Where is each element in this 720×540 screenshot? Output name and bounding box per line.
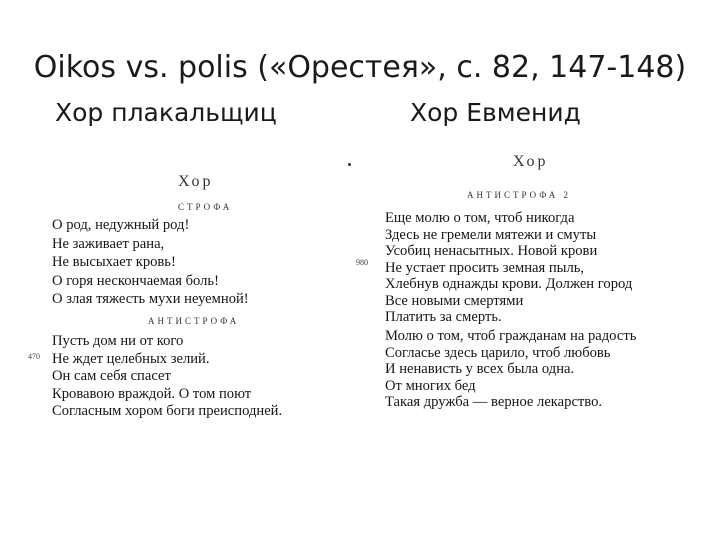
verse-line: О род, недужный род!: [52, 217, 190, 233]
verse-line: О горя нескончаемая боль!: [52, 272, 219, 289]
slide-title: Oikos vs. polis («Орестея», с. 82, 147-148): [33, 50, 687, 85]
scan-speck: [348, 163, 351, 166]
strophe-label: СТРОФА: [178, 202, 233, 212]
verse-line: И ненависть у всех была одна.: [385, 361, 575, 377]
verse-line: Платить за смерть.: [385, 309, 502, 325]
right-choir-heading: Хор: [513, 153, 549, 170]
verse-line: Согласье здесь царило, чтоб любовь: [385, 344, 611, 361]
verse-line: О злая тяжесть мухи неуемной!: [52, 291, 249, 307]
verse-line: От многих бед: [385, 377, 476, 394]
left-choir-heading: Хор: [178, 173, 214, 190]
left-column-heading: Хор плакальщиц: [55, 98, 277, 127]
verse-line: Такая дружба — верное лекарство.: [385, 394, 603, 410]
verse-line: Не высыхает кровь!: [52, 254, 176, 270]
verse-line: Согласным хором боги преисподней.: [52, 403, 283, 419]
right-scan-excerpt: [345, 150, 675, 425]
verse-line: Не устает просить земная пыль,: [385, 259, 585, 276]
left-line-number: 470: [28, 352, 40, 361]
right-line-number: 980: [356, 258, 368, 267]
left-scan-excerpt: [28, 165, 346, 425]
verse-line: Хлебнув однажды крови. Должен город: [385, 276, 633, 292]
verse-line: Еще молю о том, чтоб никогда: [385, 210, 575, 226]
verse-line: Усобиц ненасытных. Новой крови: [385, 243, 598, 259]
verse-line: Пусть дом ни от кого: [52, 333, 184, 349]
verse-line: Молю о том, чтоб гражданам на радость: [385, 328, 637, 344]
right-column-heading: Хор Евменид: [410, 98, 581, 127]
right-antistrophe-label: АНТИСТРОФА 2: [467, 190, 572, 200]
left-antistrophe-label: АНТИСТРОФА: [148, 316, 240, 326]
verse-line: Не ждет целебных зелий.: [52, 350, 210, 367]
verse-line: Не заживает рана,: [52, 235, 165, 252]
verse-line: Кровавою враждой. О том поют: [52, 385, 252, 402]
verse-line: Он сам себя спасет: [52, 368, 171, 384]
verse-line: Здесь не гремели мятежи и смуты: [385, 226, 597, 243]
verse-line: Все новыми смертями: [385, 292, 524, 309]
